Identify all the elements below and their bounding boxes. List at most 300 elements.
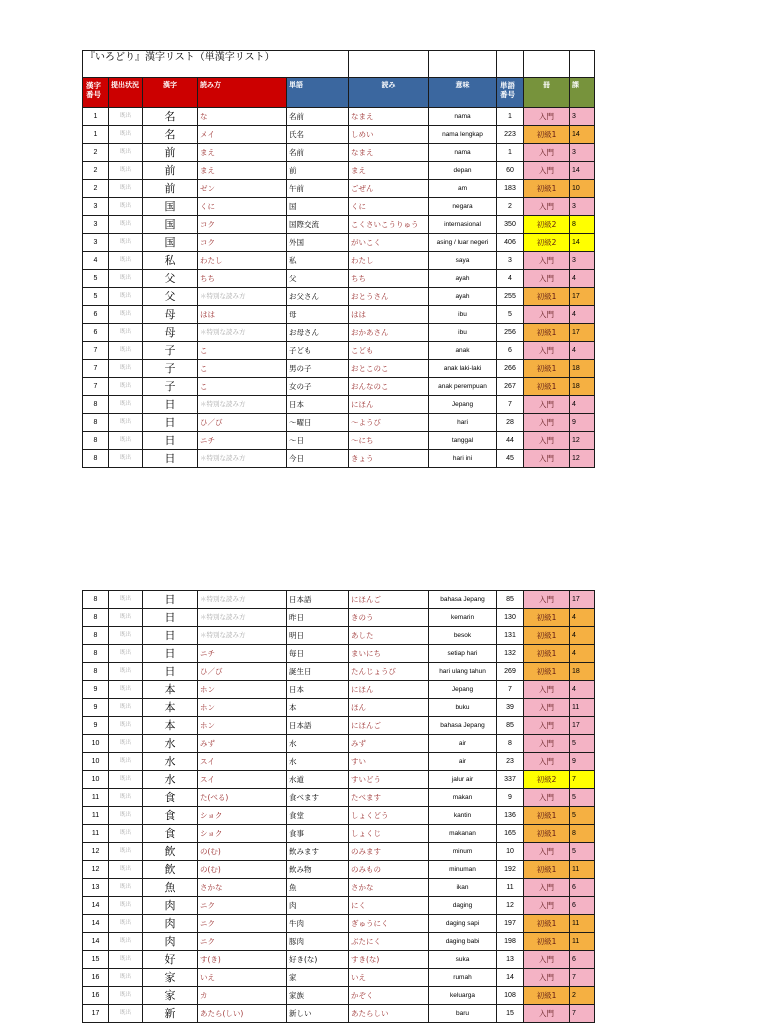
book-cell: 入門 xyxy=(524,432,570,450)
word-cell: 国際交流 xyxy=(287,216,349,234)
lesson-cell: 5 xyxy=(570,735,595,753)
word-cell: 日本語 xyxy=(287,591,349,609)
meaning-cell: besok xyxy=(429,627,497,645)
word-number-cell: 60 xyxy=(497,162,524,180)
lesson-cell: 4 xyxy=(570,270,595,288)
word-cell: 牛肉 xyxy=(287,915,349,933)
reading-cell: コク xyxy=(198,216,287,234)
status-cell: 既出 xyxy=(109,933,143,951)
word-number-cell: 131 xyxy=(497,627,524,645)
kanji-number-cell: 8 xyxy=(83,663,109,681)
reading-cell: ＊特別な読み方 xyxy=(198,450,287,468)
kanji-number-cell: 16 xyxy=(83,969,109,987)
status-cell: 既出 xyxy=(109,969,143,987)
word-number-cell: 132 xyxy=(497,645,524,663)
kanji-cell: 私 xyxy=(143,252,198,270)
table-row xyxy=(83,306,595,324)
book-cell: 入門 xyxy=(524,699,570,717)
reading-cell: こ xyxy=(198,342,287,360)
word-reading-cell: きのう xyxy=(349,609,429,627)
word-reading-cell: きょう xyxy=(349,450,429,468)
lesson-cell: 9 xyxy=(570,414,595,432)
word-reading-cell: いえ xyxy=(349,969,429,987)
kanji-number-cell: 9 xyxy=(83,699,109,717)
lesson-cell: 3 xyxy=(570,108,595,126)
word-number-cell: 223 xyxy=(497,126,524,144)
table-row xyxy=(83,897,595,915)
kanji-number-cell: 17 xyxy=(83,1005,109,1023)
meaning-cell: ayah xyxy=(429,270,497,288)
kanji-cell: 飲 xyxy=(143,843,198,861)
word-cell: 家 xyxy=(287,969,349,987)
table-row xyxy=(83,270,595,288)
table-row xyxy=(83,735,595,753)
table-row xyxy=(83,681,595,699)
lesson-cell: 6 xyxy=(570,879,595,897)
word-cell: 母 xyxy=(287,306,349,324)
lesson-cell: 4 xyxy=(570,645,595,663)
book-cell: 入門 xyxy=(524,681,570,699)
word-reading-cell: ほん xyxy=(349,699,429,717)
book-cell: 入門 xyxy=(524,396,570,414)
reading-cell: ＊特別な読み方 xyxy=(198,324,287,342)
kanji-number-cell: 6 xyxy=(83,306,109,324)
lesson-cell: 8 xyxy=(570,216,595,234)
book-cell: 入門 xyxy=(524,969,570,987)
status-cell: 既出 xyxy=(109,717,143,735)
book-cell: 入門 xyxy=(524,414,570,432)
word-reading-cell: ごぜん xyxy=(349,180,429,198)
kanji-number-cell: 3 xyxy=(83,234,109,252)
book-cell: 初級1 xyxy=(524,609,570,627)
lesson-cell: 7 xyxy=(570,969,595,987)
word-reading-cell: かぞく xyxy=(349,987,429,1005)
status-cell: 既出 xyxy=(109,627,143,645)
word-reading-cell: くに xyxy=(349,198,429,216)
meaning-cell: daging babi xyxy=(429,933,497,951)
book-cell: 初級1 xyxy=(524,663,570,681)
reading-cell: あたら(しい) xyxy=(198,1005,287,1023)
kanji-cell: 母 xyxy=(143,306,198,324)
status-cell: 既出 xyxy=(109,987,143,1005)
word-reading-cell: にほん xyxy=(349,681,429,699)
meaning-cell: saya xyxy=(429,252,497,270)
word-number-cell: 12 xyxy=(497,897,524,915)
word-cell: 誕生日 xyxy=(287,663,349,681)
lesson-cell: 10 xyxy=(570,180,595,198)
reading-cell: の(む) xyxy=(198,861,287,879)
word-reading-cell: なまえ xyxy=(349,108,429,126)
reading-cell: こ xyxy=(198,360,287,378)
kanji-number-cell: 1 xyxy=(83,108,109,126)
status-cell: 既出 xyxy=(109,306,143,324)
lesson-cell: 18 xyxy=(570,663,595,681)
word-number-cell: 45 xyxy=(497,450,524,468)
lesson-cell: 11 xyxy=(570,861,595,879)
status-cell: 既出 xyxy=(109,324,143,342)
status-cell: 既出 xyxy=(109,108,143,126)
word-reading-cell: あたらしい xyxy=(349,1005,429,1023)
word-number-cell: 23 xyxy=(497,753,524,771)
book-cell: 初級1 xyxy=(524,825,570,843)
word-reading-cell: なまえ xyxy=(349,144,429,162)
kanji-cell: 日 xyxy=(143,432,198,450)
kanji-cell: 日 xyxy=(143,609,198,627)
meaning-cell: Jepang xyxy=(429,396,497,414)
word-number-cell: 4 xyxy=(497,270,524,288)
header-meaning: 意味 xyxy=(429,78,497,108)
book-cell: 入門 xyxy=(524,717,570,735)
meaning-cell: hari ini xyxy=(429,450,497,468)
kanji-number-cell: 8 xyxy=(83,432,109,450)
kanji-cell: 日 xyxy=(143,414,198,432)
reading-cell: さかな xyxy=(198,879,287,897)
status-cell: 既出 xyxy=(109,897,143,915)
word-reading-cell: たんじょうび xyxy=(349,663,429,681)
lesson-cell: 18 xyxy=(570,360,595,378)
kanji-cell: 国 xyxy=(143,216,198,234)
lesson-cell: 9 xyxy=(570,753,595,771)
word-reading-cell: すき(な) xyxy=(349,951,429,969)
status-cell: 既出 xyxy=(109,378,143,396)
kanji-cell: 飲 xyxy=(143,861,198,879)
word-number-cell: 2 xyxy=(497,198,524,216)
word-number-cell: 1 xyxy=(497,108,524,126)
header-lesson: 課 xyxy=(570,78,595,108)
kanji-cell: 本 xyxy=(143,681,198,699)
book-cell: 初級1 xyxy=(524,180,570,198)
meaning-cell: kantin xyxy=(429,807,497,825)
table-row xyxy=(83,627,595,645)
meaning-cell: anak xyxy=(429,342,497,360)
lesson-cell: 3 xyxy=(570,144,595,162)
kanji-number-cell: 4 xyxy=(83,252,109,270)
title-row-blank-cell xyxy=(429,51,497,78)
word-cell: 男の子 xyxy=(287,360,349,378)
header-submission-status: 提出状況 xyxy=(109,78,143,108)
book-cell: 入門 xyxy=(524,270,570,288)
word-reading-cell: すい xyxy=(349,753,429,771)
reading-cell: の(む) xyxy=(198,843,287,861)
lesson-cell: 5 xyxy=(570,807,595,825)
book-cell: 初級1 xyxy=(524,378,570,396)
word-reading-cell: おとうさん xyxy=(349,288,429,306)
table-row xyxy=(83,825,595,843)
table-row xyxy=(83,216,595,234)
book-cell: 入門 xyxy=(524,897,570,915)
kanji-cell: 子 xyxy=(143,360,198,378)
lesson-cell: 6 xyxy=(570,951,595,969)
book-cell: 入門 xyxy=(524,789,570,807)
reading-cell: ＊特別な読み方 xyxy=(198,396,287,414)
table-row xyxy=(83,378,595,396)
word-number-cell: 130 xyxy=(497,609,524,627)
kanji-number-cell: 8 xyxy=(83,414,109,432)
reading-cell: ショク xyxy=(198,807,287,825)
title-row-blank-cell xyxy=(497,51,524,78)
lesson-cell: 6 xyxy=(570,897,595,915)
word-cell: 毎日 xyxy=(287,645,349,663)
meaning-cell: jalur air xyxy=(429,771,497,789)
word-reading-cell: ちち xyxy=(349,270,429,288)
meaning-cell: air xyxy=(429,735,497,753)
word-number-cell: 350 xyxy=(497,216,524,234)
reading-cell: こ xyxy=(198,378,287,396)
kanji-number-cell: 16 xyxy=(83,987,109,1005)
word-number-cell: 197 xyxy=(497,915,524,933)
word-reading-cell: ～にち xyxy=(349,432,429,450)
kanji-cell: 食 xyxy=(143,825,198,843)
kanji-number-cell: 11 xyxy=(83,807,109,825)
meaning-cell: tanggal xyxy=(429,432,497,450)
table-row xyxy=(83,771,595,789)
reading-cell: まえ xyxy=(198,162,287,180)
kanji-cell: 前 xyxy=(143,162,198,180)
book-cell: 入門 xyxy=(524,144,570,162)
list-title: 『いろどり』漢字リスト（単漢字リスト） xyxy=(83,51,349,78)
book-cell: 入門 xyxy=(524,450,570,468)
book-cell: 初級2 xyxy=(524,771,570,789)
word-cell: 水 xyxy=(287,753,349,771)
book-cell: 初級1 xyxy=(524,861,570,879)
word-number-cell: 406 xyxy=(497,234,524,252)
reading-cell: ＊特別な読み方 xyxy=(198,591,287,609)
header-word: 単語 xyxy=(287,78,349,108)
word-cell: 午前 xyxy=(287,180,349,198)
table-row xyxy=(83,180,595,198)
lesson-cell: 17 xyxy=(570,717,595,735)
word-number-cell: 136 xyxy=(497,807,524,825)
word-cell: お母さん xyxy=(287,324,349,342)
kanji-number-cell: 10 xyxy=(83,753,109,771)
status-cell: 既出 xyxy=(109,699,143,717)
header-book: 冊 xyxy=(524,78,570,108)
header-kanji: 漢字 xyxy=(143,78,198,108)
meaning-cell: buku xyxy=(429,699,497,717)
header-word-number: 単語番号 xyxy=(497,78,524,108)
kanji-number-cell: 2 xyxy=(83,162,109,180)
reading-cell: ひ／び xyxy=(198,663,287,681)
word-cell: 子ども xyxy=(287,342,349,360)
status-cell: 既出 xyxy=(109,234,143,252)
reading-cell: ちち xyxy=(198,270,287,288)
reading-cell: くに xyxy=(198,198,287,216)
book-cell: 入門 xyxy=(524,306,570,324)
kanji-cell: 母 xyxy=(143,324,198,342)
kanji-cell: 肉 xyxy=(143,915,198,933)
word-reading-cell: しょくどう xyxy=(349,807,429,825)
title-row-blank-cell xyxy=(349,51,429,78)
reading-cell: みず xyxy=(198,735,287,753)
table-row xyxy=(83,342,595,360)
reading-cell: ホン xyxy=(198,717,287,735)
kanji-number-cell: 11 xyxy=(83,825,109,843)
status-cell: 既出 xyxy=(109,645,143,663)
meaning-cell: kemarin xyxy=(429,609,497,627)
book-cell: 入門 xyxy=(524,108,570,126)
book-cell: 入門 xyxy=(524,735,570,753)
word-reading-cell: わたし xyxy=(349,252,429,270)
reading-cell: ニチ xyxy=(198,432,287,450)
status-cell: 既出 xyxy=(109,126,143,144)
kanji-cell: 父 xyxy=(143,270,198,288)
word-cell: 日本 xyxy=(287,396,349,414)
word-cell: 本 xyxy=(287,699,349,717)
kanji-number-cell: 8 xyxy=(83,609,109,627)
word-number-cell: 9 xyxy=(497,789,524,807)
book-cell: 入門 xyxy=(524,342,570,360)
status-cell: 既出 xyxy=(109,432,143,450)
word-cell: 食べます xyxy=(287,789,349,807)
kanji-number-cell: 3 xyxy=(83,198,109,216)
word-reading-cell: こくさいこうりゅう xyxy=(349,216,429,234)
word-reading-cell: こども xyxy=(349,342,429,360)
status-cell: 既出 xyxy=(109,288,143,306)
meaning-cell: suka xyxy=(429,951,497,969)
meaning-cell: Jepang xyxy=(429,681,497,699)
kanji-cell: 名 xyxy=(143,126,198,144)
reading-cell: メイ xyxy=(198,126,287,144)
word-reading-cell: のみもの xyxy=(349,861,429,879)
word-cell: 女の子 xyxy=(287,378,349,396)
word-cell: 日本 xyxy=(287,681,349,699)
word-reading-cell: ～ようび xyxy=(349,414,429,432)
word-number-cell: 192 xyxy=(497,861,524,879)
meaning-cell: hari ulang tahun xyxy=(429,663,497,681)
reading-cell: はは xyxy=(198,306,287,324)
book-cell: 入門 xyxy=(524,843,570,861)
reading-cell: ニク xyxy=(198,933,287,951)
kanji-cell: 父 xyxy=(143,288,198,306)
word-cell: 氏名 xyxy=(287,126,349,144)
meaning-cell: minuman xyxy=(429,861,497,879)
header-word-reading: 読み xyxy=(349,78,429,108)
lesson-cell: 5 xyxy=(570,843,595,861)
book-cell: 初級1 xyxy=(524,324,570,342)
table-row xyxy=(83,360,595,378)
status-cell: 既出 xyxy=(109,270,143,288)
word-number-cell: 15 xyxy=(497,1005,524,1023)
word-cell: 水道 xyxy=(287,771,349,789)
kanji-cell: 日 xyxy=(143,645,198,663)
word-reading-cell: おかあさん xyxy=(349,324,429,342)
lesson-cell: 4 xyxy=(570,627,595,645)
meaning-cell: nama xyxy=(429,144,497,162)
book-cell: 入門 xyxy=(524,162,570,180)
word-number-cell: 8 xyxy=(497,735,524,753)
kanji-number-cell: 7 xyxy=(83,378,109,396)
word-cell: 昨日 xyxy=(287,609,349,627)
book-cell: 初級2 xyxy=(524,234,570,252)
status-cell: 既出 xyxy=(109,753,143,771)
kanji-cell: 食 xyxy=(143,789,198,807)
header-kanji-reading: 読み方 xyxy=(198,78,287,108)
word-number-cell: 267 xyxy=(497,378,524,396)
table-row xyxy=(83,969,595,987)
kanji-number-cell: 1 xyxy=(83,126,109,144)
word-number-cell: 337 xyxy=(497,771,524,789)
lesson-cell: 12 xyxy=(570,450,595,468)
word-cell: 私 xyxy=(287,252,349,270)
word-reading-cell: さかな xyxy=(349,879,429,897)
book-cell: 入門 xyxy=(524,879,570,897)
table-row xyxy=(83,234,595,252)
kanji-cell: 名 xyxy=(143,108,198,126)
book-cell: 初級1 xyxy=(524,627,570,645)
lesson-cell: 14 xyxy=(570,126,595,144)
table-row xyxy=(83,987,595,1005)
word-reading-cell: みず xyxy=(349,735,429,753)
reading-cell: ニチ xyxy=(198,645,287,663)
reading-cell: ＊特別な読み方 xyxy=(198,609,287,627)
word-cell: 食堂 xyxy=(287,807,349,825)
word-cell: 家族 xyxy=(287,987,349,1005)
lesson-cell: 11 xyxy=(570,915,595,933)
word-reading-cell: ぶたにく xyxy=(349,933,429,951)
status-cell: 既出 xyxy=(109,807,143,825)
lesson-cell: 14 xyxy=(570,234,595,252)
word-cell: 豚肉 xyxy=(287,933,349,951)
table-row xyxy=(83,861,595,879)
lesson-cell: 4 xyxy=(570,609,595,627)
word-number-cell: 7 xyxy=(497,396,524,414)
table-row xyxy=(83,144,595,162)
reading-cell: ＊特別な読み方 xyxy=(198,627,287,645)
lesson-cell: 14 xyxy=(570,162,595,180)
meaning-cell: ayah xyxy=(429,288,497,306)
table-row xyxy=(83,915,595,933)
reading-cell: スイ xyxy=(198,753,287,771)
word-number-cell: 85 xyxy=(497,591,524,609)
reading-cell: わたし xyxy=(198,252,287,270)
kanji-number-cell: 5 xyxy=(83,270,109,288)
book-cell: 初級1 xyxy=(524,645,570,663)
status-cell: 既出 xyxy=(109,789,143,807)
kanji-cell: 子 xyxy=(143,378,198,396)
meaning-cell: negara xyxy=(429,198,497,216)
kanji-cell: 日 xyxy=(143,396,198,414)
header-kanji-number: 漢字番号 xyxy=(83,78,109,108)
status-cell: 既出 xyxy=(109,342,143,360)
table-row xyxy=(83,807,595,825)
kanji-number-cell: 12 xyxy=(83,861,109,879)
header-row xyxy=(83,78,595,108)
book-cell: 初級1 xyxy=(524,933,570,951)
status-cell: 既出 xyxy=(109,162,143,180)
book-cell: 入門 xyxy=(524,1005,570,1023)
word-cell: 飲みます xyxy=(287,843,349,861)
word-cell: 今日 xyxy=(287,450,349,468)
table-row xyxy=(83,663,595,681)
word-cell: 肉 xyxy=(287,897,349,915)
kanji-cell: 本 xyxy=(143,717,198,735)
table-row xyxy=(83,450,595,468)
table-row xyxy=(83,879,595,897)
lesson-cell: 18 xyxy=(570,378,595,396)
kanji-cell: 国 xyxy=(143,198,198,216)
table-row xyxy=(83,162,595,180)
table-row xyxy=(83,252,595,270)
kanji-cell: 肉 xyxy=(143,897,198,915)
status-cell: 既出 xyxy=(109,252,143,270)
meaning-cell: nama xyxy=(429,108,497,126)
meaning-cell: internasional xyxy=(429,216,497,234)
word-cell: ～曜日 xyxy=(287,414,349,432)
lesson-cell: 3 xyxy=(570,198,595,216)
word-reading-cell: にほんご xyxy=(349,717,429,735)
word-number-cell: 269 xyxy=(497,663,524,681)
meaning-cell: depan xyxy=(429,162,497,180)
